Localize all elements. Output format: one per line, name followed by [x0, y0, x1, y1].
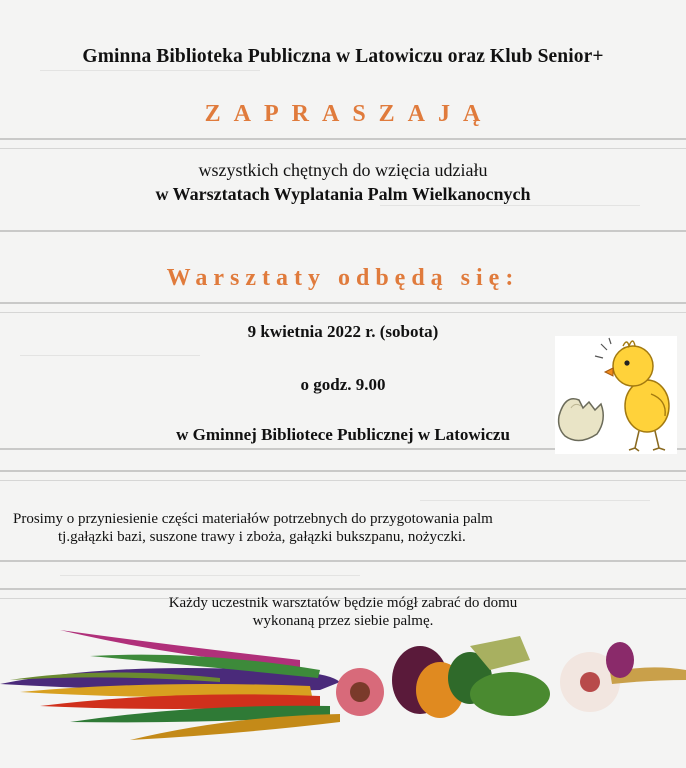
- easter-palm-image: [0, 620, 686, 768]
- invite-heading: ZAPRASZAJĄ: [204, 101, 494, 127]
- materials-request-line-2: tj.gałązki bazi, suszone trawy i zboża, gałązki bukszpanu, nożyczki.: [58, 529, 466, 545]
- event-date: 9 kwietnia 2022 r. (sobota): [247, 322, 439, 341]
- organizer-title: Gminna Biblioteka Publiczna w Latowiczu oraz Klub Senior+: [82, 46, 604, 67]
- workshop-name: w Warsztatach Wyplatania Palm Wielkanocnych: [155, 184, 531, 204]
- takeaway-note-line-2: wykonaną przez siebie palmę.: [252, 613, 434, 629]
- event-location: w Gminnej Bibliotece Publicznej w Latowiczu: [176, 425, 510, 444]
- takeaway-note-line-1: Każdy uczestnik warsztatów będzie mógł zabrać do domu: [168, 595, 518, 611]
- materials-request-line-1: Prosimy o przyniesienie części materiałów potrzebnych do przygotowania palm: [13, 511, 493, 527]
- intro-line-1: wszystkich chętnych do wzięcia udziału: [198, 160, 488, 180]
- schedule-heading: Warsztaty odbędą się:: [166, 265, 520, 291]
- event-time: o godz. 9.00: [300, 375, 386, 394]
